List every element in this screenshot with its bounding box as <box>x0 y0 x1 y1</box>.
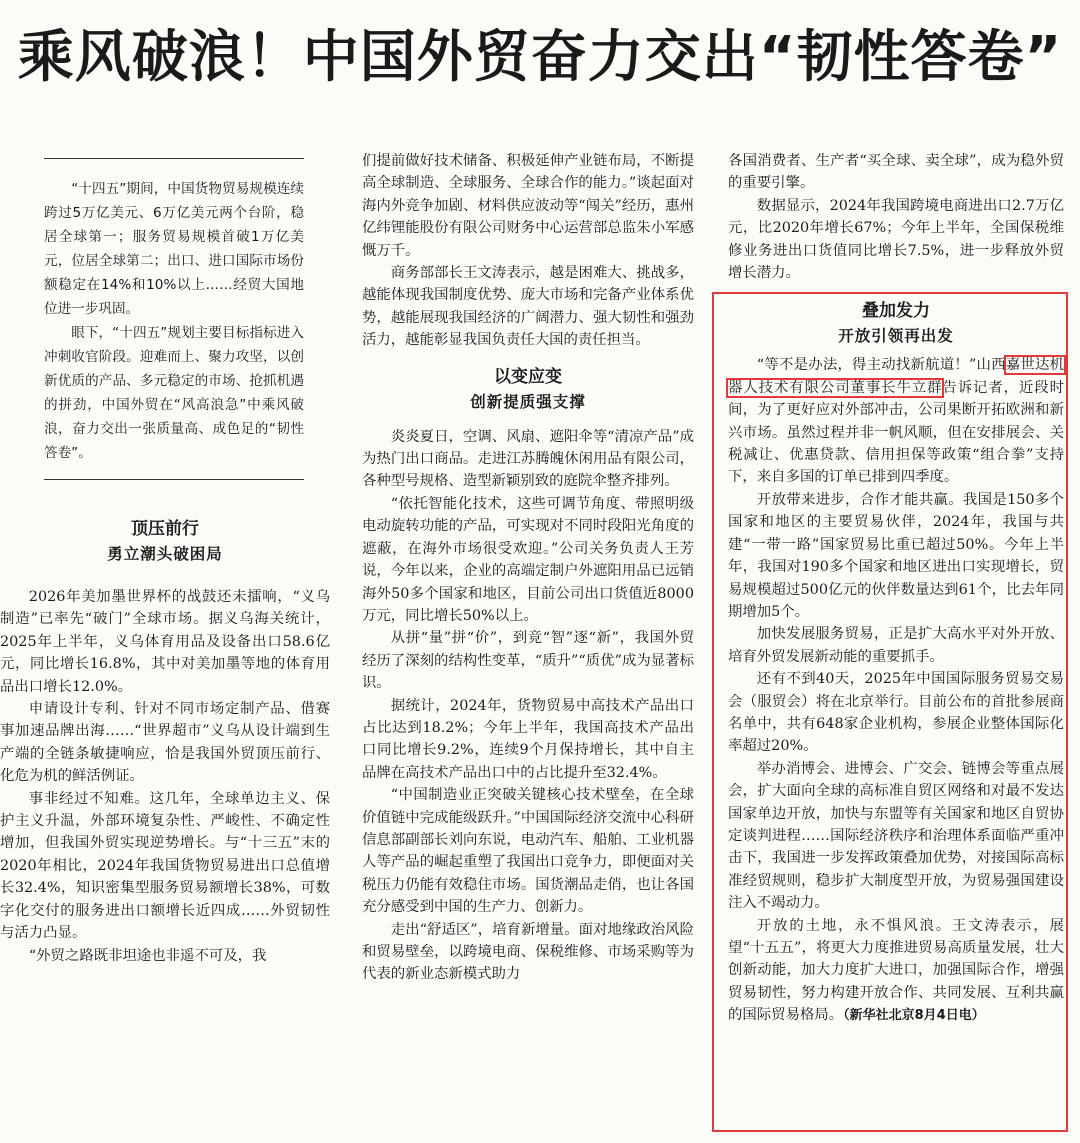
paragraph: 事非经过不知难。这几年，全球单边主义、保护主义升温，外部环境复杂性、严峻性、不确定性增加，但我国外贸实现逆势增长。与“十三五”末的2020年相比，2024年我国货物贸易进出口总值增长32.4%，知识密集型服务贸易额增长38%，可数字化交付的服务进出口额增长近四成……外贸韧性与活力凸显。 <box>0 790 330 942</box>
section-heading-1 <box>0 516 330 566</box>
lead-paragraph: “十四五”期间，中国货物贸易规模连续跨过5万亿美元、6万亿美元两个台阶，稳居全球第一；服务贸易规模首破1万亿美元，位居全球第二；出口、进口国际市场份额稳定在14%和10%以上……经贸大国地位进一步巩固。 <box>44 181 304 317</box>
lead-text <box>44 159 304 479</box>
paragraph <box>728 354 1064 488</box>
lead-paragraph: 眼下，“十四五”规划主要目标指标进入冲刺收官阶段。迎难而上、聚力攻坚，以创新优质的产品、多元稳定的市场、抢抓机遇的拼劲，中国外贸在“风高浪急”中乘风破浪，奋力交出一张质量高、成色足的“韧性答卷”。 <box>44 325 304 461</box>
paragraph: 加快发展服务贸易，正是扩大高水平对外开放、培育外贸发展新动能的重要抓手。 <box>728 626 1064 665</box>
paragraph-start: “等不是办法，得主动找新航道！”山西 <box>756 357 1006 374</box>
paragraph: 据统计，2024年，货物贸易中高技术产品出口占比达到18.2%；今年上半年，我国高技术产品出口同比增长9.2%，连续9个月保持增长，其中自主品牌在高技术产品出口中的占比提升至32.4%。 <box>362 697 694 781</box>
paragraph: “依托智能化技术，这些可调节角度、带照明级电动旋转功能的产品，可实现对不同时段阳光角度的遮蔽，在海外市场很受欢迎。”公司关务负责人王芳说，今年以来，企业的高端定制户外遮阳用品已远销海外50多个国家和地区，目前公司出口货值近8000万元，同比增长50%以上。 <box>362 495 694 624</box>
paragraph: 还有不到40天，2025年中国国际服务贸易交易会（服贸会）将在北京举行。目前公布的首批参展商名单中，共有648家企业机构，参展企业整体国际化率超过20%。 <box>728 671 1064 755</box>
paragraph: 2026年美加墨世界杯的战鼓还未擂响，“义乌制造”已率先“破门”全球市场。据义乌海关统计，2025年上半年，义乌体育用品及设备出口58.6亿元，同比增长16.8%，其中对美加墨等地的体育用品出口增长12.0%。 <box>0 589 330 695</box>
paragraph: 申请设计专利、针对不同市场定制产品、借赛事加速品牌出海……“世界超市”义乌从设计端到生产端的全链条敏捷响应，恰是我国外贸顶压前行、化危为机的鲜活例证。 <box>0 701 330 785</box>
paragraph-rest: 告诉记者，近段时间，为了更好应对外部冲击，公司果断开拓欧洲和新兴市场。虽然过程并非一帆风顺，但在安排展会、关税减让、优惠贷款、信用担保等政策“组合拳”支持下，来自多国的订单已排到四季度。 <box>728 379 1064 486</box>
paragraph: 开放带来进步，合作才能共赢。我国是150多个国家和地区的主要贸易伙伴，2024年，我国与共建“一带一路”国家贸易比重已超过50%。今年上半年，我国对190多个国家和地区进出口实现增长，贸易规模超过500亿元的伙伴数量达到61个，比去年同期增加5个。 <box>728 491 1064 620</box>
paragraph: 走出“舒适区”，培育新增量。面对地缘政治风险和贸易壁垒，以跨境电商、保税维修、市场采购等为代表的新业态新模式助力 <box>362 921 694 983</box>
paragraph: 炎炎夏日，空调、风扇、遮阳伞等“清凉产品”成为热门出口商品。走进江苏腾魄休闲用品有限公司，各种型号规格、造型新颖别致的庭院伞整齐排列。 <box>362 428 694 490</box>
paragraph: 商务部部长王文涛表示，越是困难大、挑战多，越能体现我国制度优势、庞大市场和完备产业体系优势，越能展现我国经济的广阔潜力、强大韧性和强劲活力，越能彰显我国负责任大国的责任担当。 <box>362 265 694 349</box>
lead-box <box>44 158 304 480</box>
section-title: 叠加发力 <box>862 301 930 322</box>
paragraph-text: 开放的土地，永不惧风浪。王文涛表示，展望“十五五”，将更大力度推进贸易高质量发展，壮大创新动能，加大力度扩大进口，加强国际合作，增强贸易韧性，努力构建开放合作、共同发展、互利共赢的国际贸易格局。 <box>728 917 1064 1024</box>
paragraph <box>728 915 1064 1028</box>
paragraph: 各国消费者、生产者“买全球、卖全球”，成为稳外贸的重要引擎。 <box>728 153 1064 192</box>
section-heading-3 <box>728 298 1064 348</box>
lead-rule-bottom <box>44 479 304 480</box>
paragraph: “中国制造业正突破关键核心技术壁垒，在全球价值链中完成能级跃升。”中国国际经济交流中心科研信息部副部长刘向东说，电动汽车、船舶、工业机器人等产品的崛起重塑了我国出口竞争力，即便面对关税压力仍能有效稳住市场。国货潮品走俏，也让各国充分感受到中国的生产力、创新力。 <box>362 787 694 916</box>
section-subtitle: 开放引领再出发 <box>838 327 954 346</box>
dateline: （新华社北京8月4日电） <box>843 1008 985 1024</box>
headline: 乘风破浪！中国外贸奋力交出“韧性答卷” <box>17 25 1063 90</box>
paragraph: 们提前做好技术储备、积极延伸产业链布局，不断提高全球制造、全球服务、全球合作的能力。”谈起面对海内外竞争加剧、材料供应波动等“闯关”经历，惠州亿纬锂能股份有限公司财务中心运营部总监朱小军感慨万千。 <box>362 153 694 259</box>
highlighted-text: 嘉世达机器人技术有限公司董事长牛立群 <box>728 357 1064 396</box>
section-subtitle: 勇立潮头破困局 <box>107 545 223 563</box>
section-subtitle: 创新提质强支撑 <box>470 392 586 411</box>
column-1 <box>0 150 330 967</box>
column-2 <box>362 150 694 986</box>
section-heading-2 <box>362 364 694 414</box>
paragraph: 从拼“量”拼“价”，到竞“智”逐“新”，我国外贸经历了深刻的结构性变革，“质升”“质优”成为显著标识。 <box>362 630 694 692</box>
column-3 <box>728 150 1064 1028</box>
section-title: 顶压前行 <box>131 519 199 539</box>
paragraph: “外贸之路既非坦途也非遥不可及，我 <box>28 947 267 964</box>
section-title: 以变应变 <box>494 366 562 387</box>
paragraph: 举办消博会、进博会、广交会、链博会等重点展会，扩大面向全球的高标准自贸区网络和对最不发达国家单边开放，加快与东盟等有关国家和地区自贸协定谈判进程……国际经济秩序和治理体系面临严重冲击下，我国进一步发挥政策叠加优势，对接国际高标准经贸规则，稳步扩大制度型开放，为贸易强国建设注入不竭动力。 <box>728 760 1064 912</box>
paragraph: 数据显示，2024年我国跨境电商进出口2.7万亿元，比2020年增长67%；今年上半年，全国保税维修业务进出口货值同比增长7.5%，进一步释放外贸增长潜力。 <box>728 197 1064 282</box>
